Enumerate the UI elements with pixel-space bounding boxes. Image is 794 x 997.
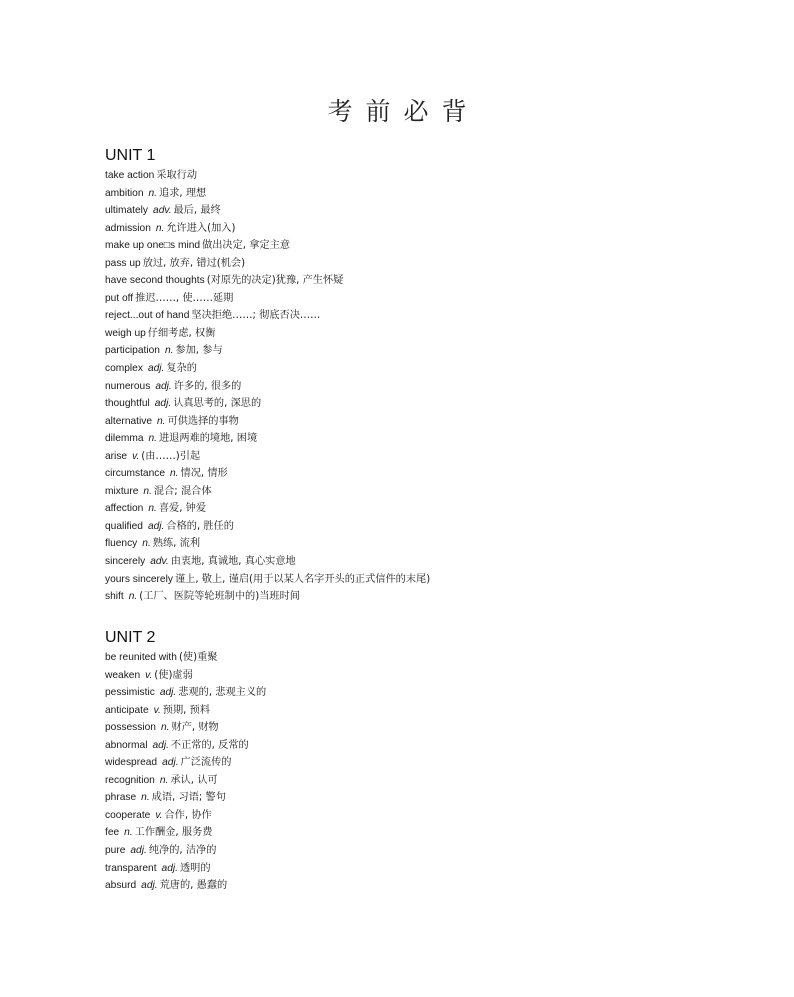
vocab-entry xyxy=(105,719,266,737)
vocab-entry xyxy=(105,325,430,343)
vocab-meaning: 财产, 财物 xyxy=(171,722,219,734)
vocab-word: anticipate xyxy=(105,704,149,716)
vocab-meaning: 纯净的, 洁净的 xyxy=(148,845,217,857)
part-of-speech: n. xyxy=(157,415,166,427)
vocab-meaning: 推迟……, 使……延期 xyxy=(135,292,234,304)
vocab-meaning: 工作酬金, 服务费 xyxy=(134,827,213,839)
vocab-entry xyxy=(105,877,266,895)
part-of-speech: adj. xyxy=(155,380,172,392)
vocab-meaning: 由衷地, 真诚地, 真心实意地 xyxy=(170,556,296,568)
vocab-word: fee xyxy=(105,827,120,839)
vocab-meaning: 坚决拒绝……; 彻底否决…… xyxy=(191,310,321,322)
vocab-word: sincerely xyxy=(105,556,146,568)
vocab-meaning: 认真思考的, 深思的 xyxy=(173,398,262,410)
part-of-speech: adj. xyxy=(147,363,165,375)
part-of-speech: adj. xyxy=(162,757,179,769)
part-of-speech: n. xyxy=(155,222,165,234)
vocab-entry xyxy=(105,737,266,755)
vocab-word: ambition xyxy=(105,187,144,199)
vocab-meaning: 进退两难的境地, 困境 xyxy=(159,433,258,445)
vocab-entry xyxy=(105,588,430,606)
vocab-entry xyxy=(105,185,430,203)
vocab-word: alternative xyxy=(105,415,153,427)
vocab-meaning: (工厂、医院等轮班制中的)当班时间 xyxy=(139,591,300,603)
vocab-meaning: 承认, 认可 xyxy=(170,774,218,786)
vocab-meaning: 预期, 预料 xyxy=(162,704,211,716)
vocab-word: shift xyxy=(105,591,124,603)
vocab-entry xyxy=(105,465,430,483)
vocab-entry xyxy=(105,667,266,685)
vocab-entry xyxy=(105,518,430,536)
part-of-speech: n. xyxy=(164,345,174,357)
vocab-meaning: 透明的 xyxy=(179,862,211,874)
vocab-word: widespread xyxy=(105,757,158,769)
vocab-entry xyxy=(105,220,430,238)
unit-heading: UNIT 2 xyxy=(105,629,156,646)
vocab-entry xyxy=(105,772,266,790)
vocab-word: pass up xyxy=(105,257,141,269)
part-of-speech: adj. xyxy=(130,845,147,857)
part-of-speech: adv. xyxy=(150,556,169,568)
vocab-word: participation xyxy=(105,345,160,357)
vocab-meaning: 仔细考虑, 权衡 xyxy=(147,327,216,339)
vocab-word: weigh up xyxy=(105,327,146,339)
part-of-speech: adj. xyxy=(152,739,169,751)
vocab-entry xyxy=(105,395,430,413)
vocab-meaning: 荒唐的, 愚蠢的 xyxy=(159,880,228,892)
vocab-entry xyxy=(105,860,266,878)
vocab-entry xyxy=(105,290,430,308)
vocab-meaning: 熟练, 流利 xyxy=(152,538,201,550)
vocab-word: transparent xyxy=(105,862,157,874)
vocab-word: thoughtful xyxy=(105,398,150,410)
page-title: 考前必背 xyxy=(327,97,480,126)
part-of-speech: v. xyxy=(155,809,163,821)
vocab-word: reject...out of hand xyxy=(105,310,190,322)
vocab-meaning: 最后, 最终 xyxy=(173,205,221,217)
vocab-meaning: (使)重聚 xyxy=(178,652,218,663)
vocab-word: admission xyxy=(105,222,151,234)
vocab-list xyxy=(105,649,266,895)
vocab-meaning: 复杂的 xyxy=(166,363,197,375)
vocab-meaning: 成语, 习语; 警句 xyxy=(151,792,226,804)
vocab-entry xyxy=(105,430,430,448)
vocab-word: phrase xyxy=(105,792,137,804)
vocab-entry xyxy=(105,167,430,185)
vocab-word: ultimately xyxy=(105,205,149,217)
vocab-entry xyxy=(105,754,266,772)
vocab-word: affection xyxy=(105,503,144,515)
vocab-meaning: (使)虚弱 xyxy=(154,669,193,681)
vocab-entry xyxy=(105,649,266,667)
unit-heading: UNIT 1 xyxy=(105,147,156,164)
vocab-entry xyxy=(105,202,430,220)
vocab-entry xyxy=(105,307,430,325)
vocab-word: abnormal xyxy=(105,739,148,751)
vocab-word: take action xyxy=(105,170,155,181)
part-of-speech: adj. xyxy=(154,398,172,410)
part-of-speech: v. xyxy=(153,704,161,716)
vocab-meaning: (由……)引起 xyxy=(141,450,201,462)
part-of-speech: adj. xyxy=(161,862,178,874)
vocab-meaning: 悲观的, 悲观主义的 xyxy=(178,687,267,699)
part-of-speech: n. xyxy=(160,722,170,734)
vocab-entry xyxy=(105,272,430,290)
vocab-entry xyxy=(105,378,430,396)
part-of-speech: n. xyxy=(142,538,151,550)
part-of-speech: n. xyxy=(128,591,138,603)
vocab-word: arise xyxy=(105,450,128,462)
vocab-meaning: 许多的, 很多的 xyxy=(173,380,242,392)
vocab-meaning: 谨上, 敬上, 谨启(用于以某人名字开头的正式信件的末尾) xyxy=(174,573,431,585)
vocab-word: have second thoughts xyxy=(105,275,205,287)
vocab-word: possession xyxy=(105,722,156,734)
vocab-meaning: 混合; 混合体 xyxy=(153,485,212,497)
vocab-entry xyxy=(105,255,430,273)
vocab-word: yours sincerely xyxy=(105,573,173,585)
part-of-speech: n. xyxy=(148,187,158,199)
vocab-meaning: 放过, 放弃, 错过(机会) xyxy=(142,257,246,269)
vocab-word: recognition xyxy=(105,774,155,786)
vocab-word: pessimistic xyxy=(105,687,155,699)
part-of-speech: adj. xyxy=(147,520,165,532)
part-of-speech: n. xyxy=(148,433,157,445)
part-of-speech: n. xyxy=(170,468,179,480)
part-of-speech: v. xyxy=(145,669,153,681)
vocab-meaning: 喜爱, 钟爱 xyxy=(158,503,207,515)
vocab-entry xyxy=(105,448,430,466)
vocab-entry xyxy=(105,571,430,589)
vocab-entry xyxy=(105,842,266,860)
vocab-entry xyxy=(105,535,430,553)
vocab-meaning: 参加, 参与 xyxy=(175,345,223,357)
vocab-meaning: 情况, 情形 xyxy=(180,468,228,480)
vocab-word: complex xyxy=(105,363,143,375)
vocab-word: fluency xyxy=(105,538,138,550)
vocab-word: qualified xyxy=(105,520,143,532)
vocab-entry xyxy=(105,342,430,360)
vocab-word: cooperate xyxy=(105,809,151,821)
vocab-entry xyxy=(105,237,430,255)
part-of-speech: n. xyxy=(141,792,150,804)
vocab-meaning: 广泛流传的 xyxy=(180,757,232,769)
vocab-meaning: 采取行动 xyxy=(156,170,198,181)
vocab-meaning: 合格的, 胜任的 xyxy=(166,520,234,532)
part-of-speech: n. xyxy=(124,827,133,839)
vocab-entry xyxy=(105,360,430,378)
vocab-entry xyxy=(105,824,266,842)
part-of-speech: adj. xyxy=(159,687,177,699)
vocab-entry xyxy=(105,684,266,702)
vocab-word: circumstance xyxy=(105,468,166,480)
vocab-meaning: 做出决定, 拿定主意 xyxy=(202,240,291,252)
part-of-speech: adv. xyxy=(153,205,172,217)
vocab-word: be reunited with xyxy=(105,652,177,663)
vocab-entry xyxy=(105,807,266,825)
vocab-word: weaken xyxy=(105,669,141,681)
part-of-speech: v. xyxy=(132,450,140,462)
vocab-word: mixture xyxy=(105,485,139,497)
vocab-word: numerous xyxy=(105,380,151,392)
vocab-meaning: 可供选择的事物 xyxy=(167,415,239,427)
vocab-entry xyxy=(105,500,430,518)
part-of-speech: n. xyxy=(148,503,157,515)
vocab-entry xyxy=(105,483,430,501)
vocab-entry xyxy=(105,413,430,431)
vocab-meaning: 追求, 理想 xyxy=(159,187,207,199)
vocab-meaning: 不正常的, 反常的 xyxy=(170,739,249,751)
vocab-meaning: (对原先的决定)犹豫, 产生怀疑 xyxy=(206,275,344,287)
unit-section xyxy=(105,627,266,895)
part-of-speech: n. xyxy=(143,485,152,497)
vocab-entry xyxy=(105,553,430,571)
vocab-word: dilemma xyxy=(105,433,144,445)
unit-section xyxy=(105,145,430,606)
part-of-speech: n. xyxy=(159,774,169,786)
part-of-speech: adj. xyxy=(141,880,158,892)
vocab-list xyxy=(105,167,430,606)
vocab-meaning: 合作, 协作 xyxy=(164,809,212,821)
vocab-word: pure xyxy=(105,845,126,857)
vocab-entry xyxy=(105,789,266,807)
vocab-word: make up one□s mind xyxy=(105,240,201,252)
vocab-meaning: 允许进入(加入) xyxy=(166,222,236,234)
vocab-word: put off xyxy=(105,292,134,304)
vocab-word: absurd xyxy=(105,880,137,892)
vocab-entry xyxy=(105,702,266,720)
